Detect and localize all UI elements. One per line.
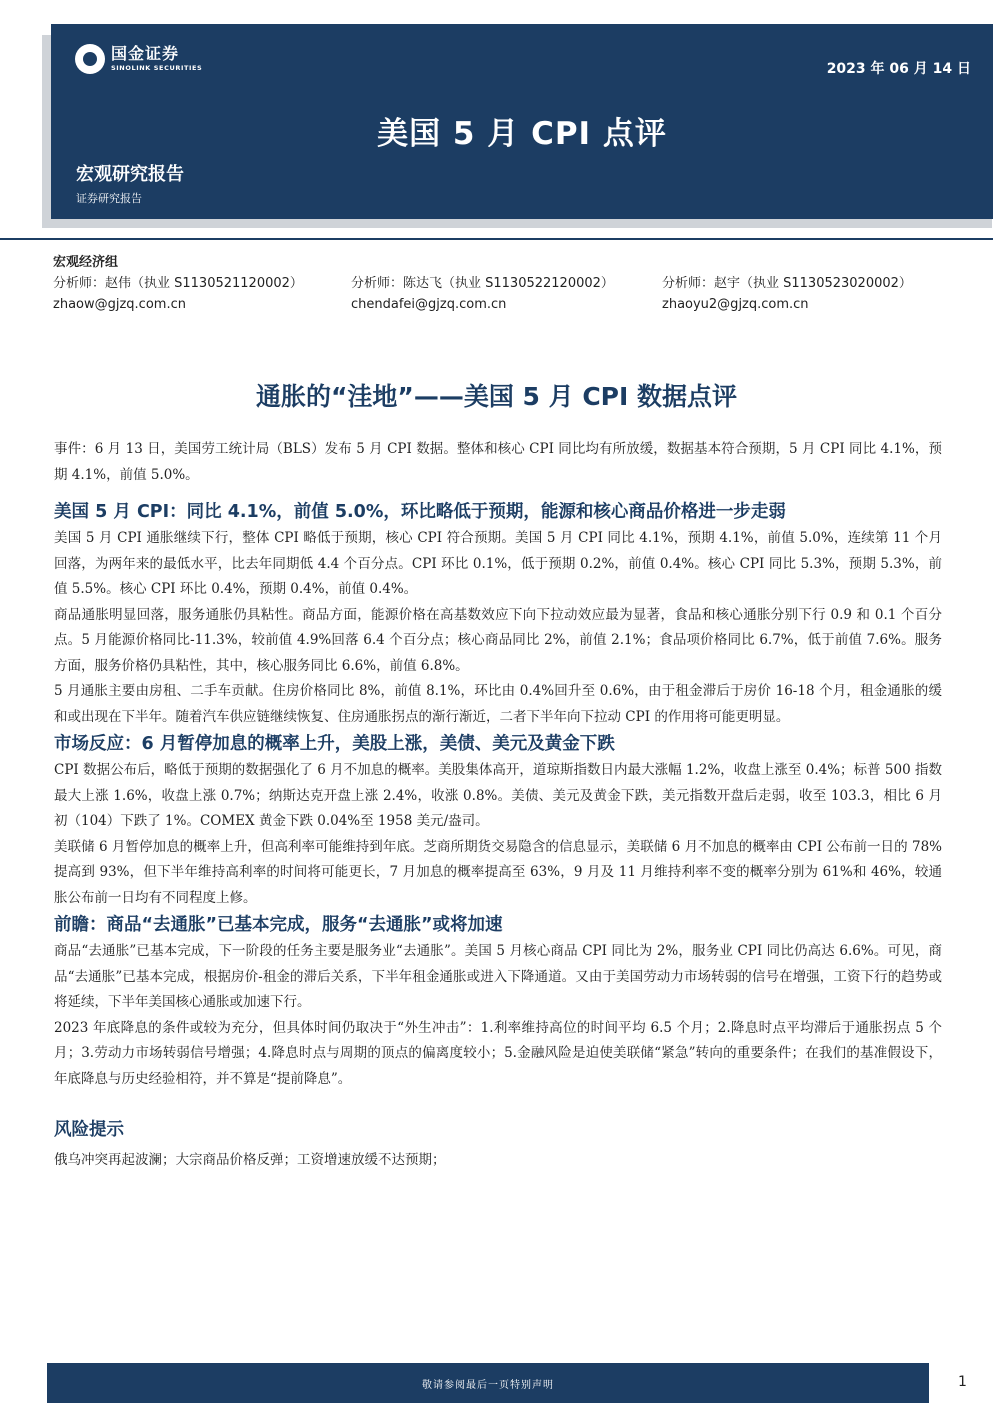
company-logo	[75, 44, 202, 74]
analyst-names	[53, 273, 953, 294]
main-title: 通胀的“洼地”——美国 5 月 CPI 数据点评	[255, 382, 738, 411]
analyst-email[interactable]: zhaow@gjzq.com.cn	[53, 297, 186, 312]
footer-disclaimer-note: 敬请参阅最后一页特别声明	[422, 1380, 554, 1391]
footer-bar	[47, 1363, 929, 1403]
report-category: 宏观研究报告	[76, 164, 184, 185]
page-number: 1	[958, 1374, 967, 1390]
paragraph: 5 月通胀主要由房租、二手车贡献。住房价格同比 8%，前值 8.1%，环比由 0.4%回升至 0.6%，由于租金滞后于房价 16-18 个月，租金通胀的缓和或出现在下半年。随着汽车供应链继续恢复、住房通胀拐点的渐行渐近，二者下半年向下拉动 CPI 的作用将可能更明显。	[54, 683, 942, 725]
risk-text: 俄乌冲突再起波澜；大宗商品价格反弹；工资增速放缓不达预期；	[54, 1152, 446, 1168]
header-rule	[0, 238, 993, 240]
analyst-name: 分析师：赵伟（执业 S1130521120002）	[53, 276, 303, 291]
section-heading: 前瞻：商品“去通胀”已基本完成，服务“去通胀”或将加速	[54, 915, 503, 935]
paragraph: 美国 5 月 CPI 通胀继续下行，整体 CPI 略低于预期，核心 CPI 符合预期。美国 5 月 CPI 同比 4.1%，预期 4.1%，前值 5.0%，连续第 11 个月回落，为两年来的最低水平，比去年同期低 4.4 个百分点。CPI 环比 0.1%，低于预期 0.2%，前值 0.4%。核心 CPI 同比 5.3%，预期 5.3%，前值 5.5%。核心 CPI 环比 0.4%，预期 0.4%，前值 0.4%。	[54, 530, 942, 597]
paragraph: CPI 数据公布后，略低于预期的数据强化了 6 月不加息的概率。美股集体高开，道琼斯指数日内最大涨幅 1.2%，收盘上涨至 0.4%；标普 500 指数最大上涨 1.6%，收盘上涨 0.7%；纳斯达克开盘上涨 2.4%，收涨 0.8%。美债、美元及黄金下跌，美元指数开盘后走弱，收至 103.3，相比 6 月初（104）下跌了 1%。COMEX 黄金下跌 0.04%至 1958 美元/盎司。	[54, 762, 942, 829]
report-body	[54, 437, 942, 1174]
paragraph: 商品通胀明显回落，服务通胀仍具粘性。商品方面，能源价格在高基数效应下向下拉动效应最为显著，食品和核心通胀分别下行 0.9 和 0.1 个百分点。5 月能源价格同比-11.3%，较前值 4.9%回落 6.4 个百分点；核心商品同比 2%，前值 2.1%；食品项价格同比 6.7%，低于前值 7.6%。服务方面，服务价格仍具粘性，其中，核心服务同比 6.6%，前值 6.8%。	[54, 606, 942, 674]
risk-heading: 风险提示	[54, 1120, 124, 1140]
report-title: 美国 5 月 CPI 点评	[377, 116, 667, 152]
section-heading: 市场反应：6 月暂停加息的概率上升，美股上涨，美债、美元及黄金下跌	[54, 734, 615, 754]
paragraph: 2023 年底降息的条件或较为充分，但具体时间仍取决于“外生冲击”：1.利率维持高位的时间平均 6.5 个月；2.降息时点平均滞后于通胀拐点 5 个月；3.劳动力市场转弱信号增强；4.降息时点与周期的顶点的偏离度较小；5.金融风险是迫使美联储“紧急”转向的重要条件；在我们的基准假设下，年底降息与历史经验相符，并不算是“提前降息”。	[54, 1019, 942, 1087]
event-paragraph: 事件：6 月 13 日，美国劳工统计局（BLS）发布 5 月 CPI 数据。整体和核心 CPI 同比均有所放缓，数据基本符合预期，5 月 CPI 同比 4.1%，预期 4.1%，前值 5.0%。	[54, 441, 942, 483]
report-header	[51, 24, 993, 219]
paragraph: 商品“去通胀”已基本完成，下一阶段的任务主要是服务业“去通胀”。美国 5 月核心商品 CPI 同比为 2%，服务业 CPI 同比仍高达 6.6%。可见，商品“去通胀”已基本完成，根据房价-租金的滞后关系，下半年租金通胀或进入下降通道。又由于美国劳动力市场转弱的信号在增强，工资下行的趋势或将延续，下半年美国核心通胀或加速下行。	[54, 943, 942, 1010]
logo-cn: 国金证券	[111, 44, 180, 64]
analyst-name: 分析师：赵宇（执业 S1130523020002）	[662, 276, 912, 291]
analyst-group: 宏观经济组	[53, 255, 119, 270]
report-date: 2023 年 06 月 14 日	[826, 61, 971, 77]
logo-mark-icon	[75, 44, 105, 74]
analyst-email[interactable]: chendafei@gjzq.com.cn	[351, 297, 507, 312]
logo-en: SINOLINK SECURITIES	[111, 64, 203, 73]
section-heading: 美国 5 月 CPI：同比 4.1%，前值 5.0%，环比略低于预期，能源和核心商品价格进一步走弱	[54, 502, 786, 522]
analyst-block	[53, 252, 953, 315]
analyst-name: 分析师：陈达飞（执业 S1130522120002）	[351, 276, 614, 291]
paragraph: 美联储 6 月暂停加息的概率上升，但高利率可能维持到年底。芝商所期货交易隐含的信息显示，美联储 6 月不加息的概率由 CPI 公布前一日的 78%提高到 93%，但下半年维持高利率的时间将可能更长，7 月加息的概率提高至 63%，9 月及 11 月维持利率不变的概率分别为 61%和 46%，较通胀公布前一日均有不同程度上修。	[54, 838, 942, 906]
analyst-email[interactable]: zhaoyu2@gjzq.com.cn	[662, 297, 809, 312]
report-subcategory: 证券研究报告	[76, 192, 142, 205]
analyst-emails	[53, 294, 953, 315]
